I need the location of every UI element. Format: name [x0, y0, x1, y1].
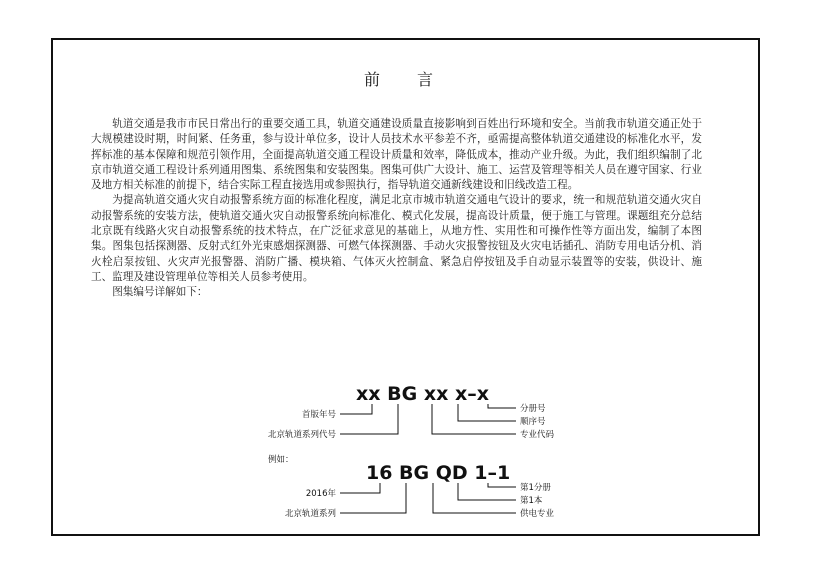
connector-example-year [340, 483, 380, 493]
pattern-label-order: 顺序号 [520, 417, 546, 427]
pattern-label-discipline: 专业代码 [520, 430, 555, 440]
connector-pattern-order [458, 404, 516, 421]
paragraph-1: 轨道交通是我市市民日常出行的重要交通工具，轨道交通建设质量直接影响到百姓出行环境和安全。当前我市轨道交通正处于大规模建设时期，时间紧、任务重，参与设计单位多，设计人员技术水平参差不齐，亟需提高整体轨道交通建设的标准化水平，发挥标准的基本保障和规范引领作用，全面提高轨道交通工程设计质量和效率，降低成本，推动产业升级。为此，我们组织编制了北京市轨道交通工程设计系列通用图集、系统图集和安装图集。图集可供广大设计、施工、运营及管理等相关人员在遵守国家、行业及地方相关标准的前提下，结合实际工程直接选用或参照执行，指导轨道交通新线建设和旧线改造工程。 [91, 118, 702, 192]
pattern-label-volume: 分册号 [520, 404, 546, 414]
example-label-series: 北京轨道系列 [284, 509, 336, 519]
connector-example-series [340, 483, 406, 513]
connector-pattern-year [340, 404, 372, 414]
example-label-volume: 第1分册 [520, 483, 551, 493]
example-label-order: 第1本 [520, 496, 543, 506]
connector-pattern-series [340, 404, 398, 434]
example-label-discipline: 供电专业 [520, 509, 555, 519]
example-label: 例如： [268, 455, 294, 465]
example-label-year: 2016年 [305, 489, 336, 499]
example-code: 16 BG QD 1–1 [366, 462, 511, 484]
page-title: 前 言 [363, 70, 450, 89]
paragraph-2: 为提高轨道交通火灾自动报警系统方面的标准化程度，满足北京市城市轨道交通电气设计的要求，统一和规范轨道交通火灾自动报警系统的安装方法，使轨道交通火灾自动报警系统向标准化、模式化发展，提高设计质量，便于施工与管理。课题组充分总结北京既有线路火灾自动报警系统的技术特点，在广泛征求意见的基础上，从地方性、实用性和可操作性等方面出发，编制了本图集。图集包括探测器、反射式红外光束感烟探测器、可燃气体探测器、手动火灾报警按钮及火灾电话插孔、消防专用电话分机、消火栓启泵按钮、火灾声光报警器、消防广播、模块箱、气体灭火控制盒、紧急启停按钮及手自动显示装置等的安装，供设计、施工、监理及建设管理单位等相关人员参考使用。 [91, 194, 702, 283]
connector-pattern-volume [488, 404, 516, 408]
pattern-label-year: 首版年号 [301, 410, 336, 420]
connector-example-order [458, 483, 516, 500]
pattern-code: xx BG xx x–x [356, 383, 489, 405]
paragraph-3: 图集编号详解如下： [112, 286, 208, 299]
pattern-label-series: 北京轨道系列代号 [267, 430, 336, 440]
